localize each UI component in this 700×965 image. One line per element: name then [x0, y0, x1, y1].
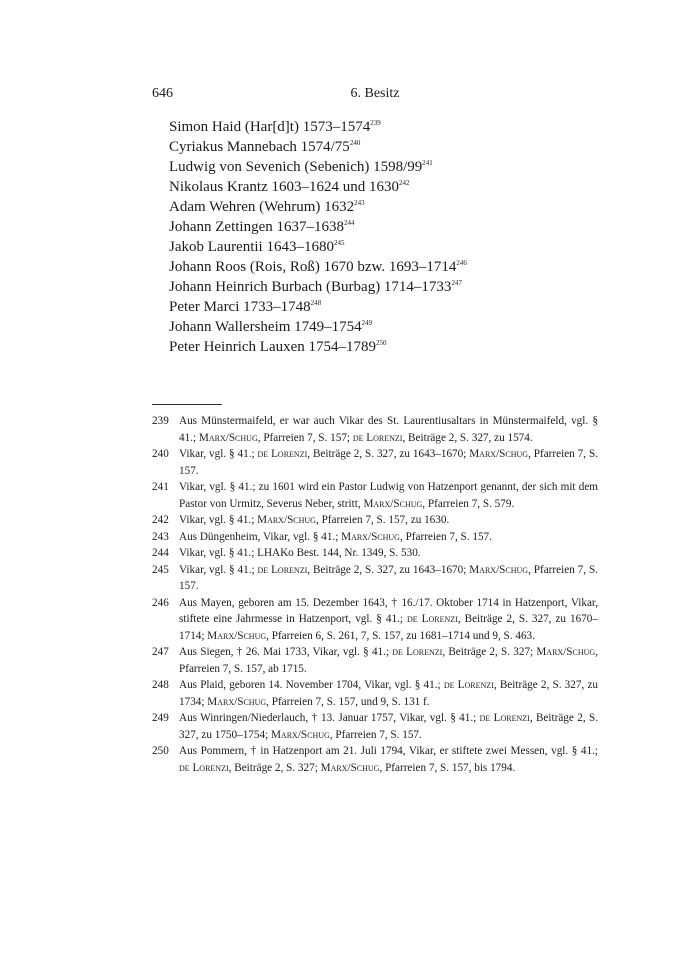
entry-text: Peter Marci 1733–1748: [169, 299, 311, 315]
footnote-text: Aus Siegen, † 26. Mai 1733, Vikar, vgl. § 41.; de Lorenzi, Beiträge 2, S. 327; Marx/Schug, Pfarreien 7, S. 157, ab 1715.: [179, 646, 598, 675]
list-item: [169, 217, 599, 237]
footnote: [152, 413, 598, 446]
list-item: [169, 337, 599, 357]
entry-text: Johann Heinrich Burbach (Burbag) 1714–1733: [169, 279, 452, 295]
list-item: [169, 277, 599, 297]
footnote: [152, 512, 598, 529]
footnote-ref[interactable]: 242: [398, 179, 410, 187]
footnote-divider: [152, 404, 222, 405]
footnote-ref[interactable]: 240: [349, 139, 361, 147]
footnote-ref[interactable]: 245: [333, 239, 345, 247]
footnote-text: Aus Pommern, † in Hatzenport am 21. Juli 1794, Vikar, er stiftete zwei Messen, vgl. § 41.; de Lorenzi, Beiträge 2, S. 327; Marx/Schug, Pfarreien 7, S. 157, bis 1794.: [179, 745, 598, 774]
footnote-text: Vikar, vgl. § 41.; LHAKo Best. 144, Nr. 1349, S. 530.: [179, 547, 421, 559]
entry-text: Adam Wehren (Wehrum) 1632: [169, 199, 355, 215]
page-header: [152, 86, 598, 106]
entry-text: Jakob Laurentii 1643–1680: [169, 239, 334, 255]
running-head: 6. Besitz: [350, 86, 400, 101]
footnote-ref[interactable]: 249: [361, 319, 373, 327]
list-item: [169, 237, 599, 257]
entry-text: Ludwig von Sevenich (Sebenich) 1598/99: [169, 159, 423, 175]
footnote: [152, 743, 598, 776]
footnotes: [152, 413, 598, 776]
footnote-number: 249: [152, 712, 169, 724]
footnote-ref[interactable]: 241: [422, 159, 433, 167]
footnote: [152, 529, 598, 546]
list-item: [169, 117, 599, 137]
footnote: [152, 710, 598, 743]
entry-text: Peter Heinrich Lauxen 1754–1789: [169, 339, 377, 355]
footnote-text: Vikar, vgl. § 41.; Marx/Schug, Pfarreien 7, S. 157, zu 1630.: [179, 514, 450, 526]
footnote-ref[interactable]: 244: [343, 219, 355, 227]
footnote-number: 244: [152, 547, 169, 559]
entry-text: Cyriakus Mannebach 1574/75: [169, 139, 350, 155]
footnote-text: Aus Düngenheim, Vikar, vgl. § 41.; Marx/Schug, Pfarreien 7, S. 157.: [179, 530, 492, 543]
footnote-ref[interactable]: 243: [354, 199, 365, 207]
footnote-number: 243: [152, 530, 169, 543]
footnote: [152, 479, 598, 512]
entry-text: Nikolaus Krantz 1603–1624 und 1630: [169, 179, 399, 195]
vicar-list: [169, 117, 599, 357]
entry-text: Johann Wallersheim 1749–1754: [169, 319, 362, 335]
footnote-number: 240: [152, 448, 169, 460]
footnote-number: 239: [152, 415, 169, 427]
footnote: [152, 595, 598, 645]
footnote-number: 245: [152, 563, 169, 576]
footnote-ref[interactable]: 239: [370, 119, 381, 127]
footnote: [152, 644, 598, 677]
footnote-ref[interactable]: 248: [310, 299, 322, 307]
footnote-text: Vikar, vgl. § 41.; de Lorenzi, Beiträge 2, S. 327, zu 1643–1670; Marx/Schug, Pfarreien 7, S. 157.: [179, 563, 598, 592]
footnote-number: 242: [152, 514, 169, 526]
footnote: [152, 562, 598, 595]
footnote-number: 250: [152, 745, 169, 757]
entry-text: Johann Zettingen 1637–1638: [169, 219, 344, 235]
footnote-number: 241: [152, 481, 169, 493]
list-item: [169, 317, 599, 337]
footnote: [152, 677, 598, 710]
footnote-number: 247: [152, 646, 169, 658]
footnote-text: Aus Münstermaifeld, er war auch Vikar des St. Laurentiusaltars in Münstermaifeld, vgl. § 41.; Marx/Schug, Pfarreien 7, S. 157; de Lorenzi, Beiträge 2, S. 327, zu 1574.: [179, 415, 598, 444]
list-item: [169, 137, 599, 157]
footnote: [152, 545, 598, 562]
footnote-ref[interactable]: 246: [456, 259, 467, 267]
footnote-text: Aus Winringen/Niederlauch, † 13. Januar 1757, Vikar, vgl. § 41.; de Lorenzi, Beiträge 2, S. 327, zu 1750–1754; Marx/Schug, Pfarreien 7, S. 157.: [179, 712, 598, 741]
entry-text: Johann Roos (Rois, Roß) 1670 bzw. 1693–1714: [169, 259, 457, 275]
footnote-ref[interactable]: 250: [376, 339, 387, 347]
footnote-text: Vikar, vgl. § 41.; zu 1601 wird ein Pastor Ludwig von Hatzenport genannt, der sich mit dem Pastor von Urmitz, Severus Neber, stritt, Marx/Schug, Pfarreien 7, S. 579.: [179, 481, 598, 510]
list-item: [169, 157, 599, 177]
footnote: [152, 446, 598, 479]
list-item: [169, 197, 599, 217]
footnote-text: Aus Mayen, geboren am 15. Dezember 1643, † 16./17. Oktober 1714 in Hatzenport, Vikar, stiftete eine Jahrmesse in Hatzenport, vgl. § 41.; de Lorenzi, Beiträge 2, S. 327, zu 1670–1714; Marx/Schug, Pfarreien 6, S. 261, 7, S. 157, zu 1681–1714 und 9, S. 463.: [179, 596, 598, 642]
list-item: [169, 177, 599, 197]
page-number: 646: [152, 86, 173, 101]
footnote-number: 246: [152, 596, 169, 609]
list-item: [169, 257, 599, 277]
footnote-ref[interactable]: 247: [451, 279, 462, 287]
footnote-number: 248: [152, 679, 169, 691]
footnote-text: Vikar, vgl. § 41.; de Lorenzi, Beiträge 2, S. 327, zu 1643–1670; Marx/Schug, Pfarreien 7, S. 157.: [179, 448, 598, 477]
footnote-text: Aus Plaid, geboren 14. November 1704, Vikar, vgl. § 41.; de Lorenzi, Beiträge 2, S. 327, zu 1734; Marx/Schug, Pfarreien 7, S. 157, und 9, S. 131 f.: [179, 679, 599, 708]
list-item: [169, 297, 599, 317]
entry-text: Simon Haid (Har[d]t) 1573–1574: [169, 119, 371, 135]
